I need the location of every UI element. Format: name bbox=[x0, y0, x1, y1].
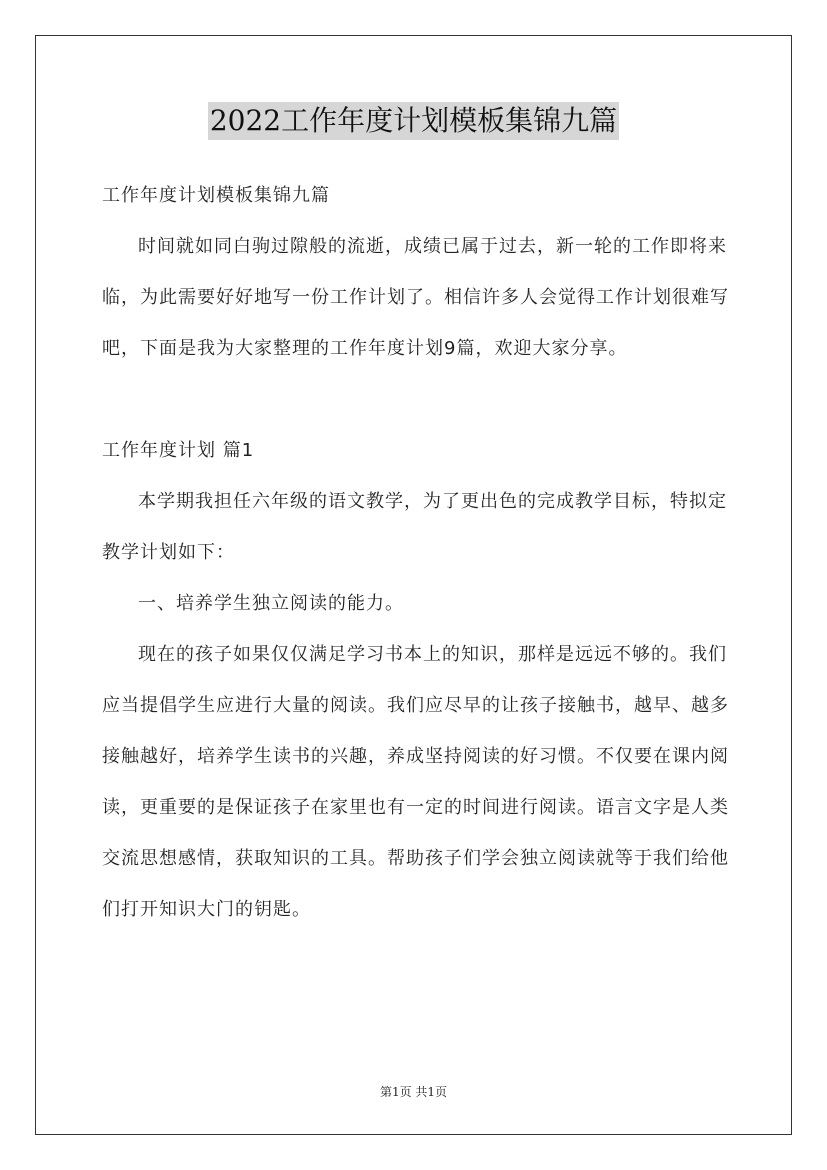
paragraph: 一、培养学生独立阅读的能力。 bbox=[138, 593, 404, 614]
section-spacer bbox=[102, 374, 732, 425]
document-body bbox=[102, 170, 732, 935]
page-footer: 第1页 共1页 bbox=[379, 1085, 448, 1099]
document-title: 2022工作年度计划模板集锦九篇 bbox=[208, 102, 619, 140]
intro-paragraph: 时间就如同白驹过隙般的流逝，成绩已属于过去，新一轮的工作即将来临，为此需要好好地写一份工作计划了。相信许多人会觉得工作计划很难写吧，下面是我为大家整理的工作年度计划9篇，欢迎大家分享。 bbox=[102, 236, 729, 359]
section-heading: 工作年度计划 篇1 bbox=[102, 440, 255, 461]
title-container bbox=[0, 102, 827, 140]
paragraph: 现在的孩子如果仅仅满足学习书本上的知识，那样是远远不够的。我们应当提倡学生应进行大量的阅读。我们应尽早的让孩子接触书，越早、越多接触越好，培养学生读书的兴趣，养成坚持阅读的好习惯。不仅要在课内阅读，更重要的是保证孩子在家里也有一定的时间进行阅读。语言文字是人类交流思想感情，获取知识的工具。帮助孩子们学会独立阅读就等于我们给他们打开知识大门的钥匙。 bbox=[102, 644, 729, 920]
paragraph: 本学期我担任六年级的语文教学，为了更出色的完成教学目标，特拟定教学计划如下： bbox=[102, 491, 727, 563]
document-subtitle: 工作年度计划模板集锦九篇 bbox=[102, 185, 330, 206]
